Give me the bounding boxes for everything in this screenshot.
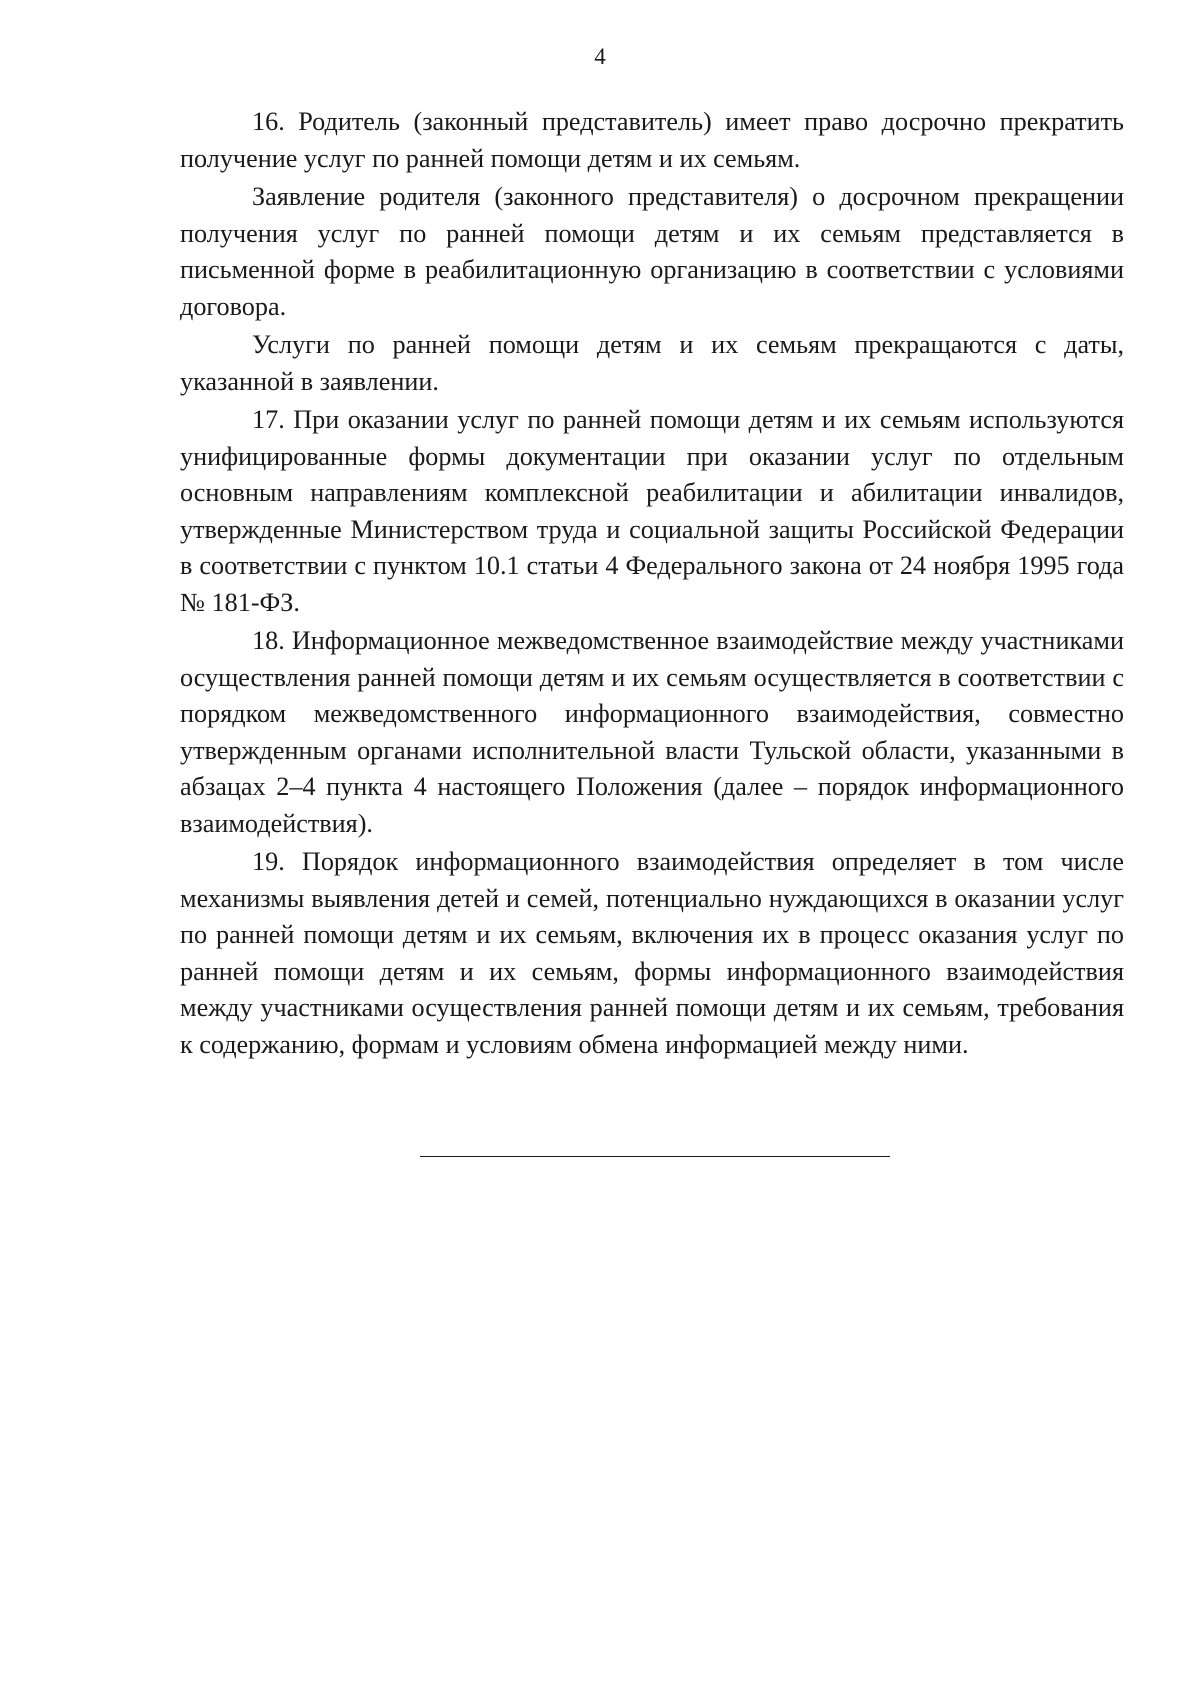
closing-rule [420,1156,890,1157]
paragraph-16: 16. Родитель (законный представитель) имеет право досрочно прекратить получение услуг по ранней помощи детям и их семьям. [180,107,1124,173]
paragraph-19: 19. Порядок информационного взаимодействия определяет в том числе механизмы выявления детей и семей, потенциально нуждающихся в оказании услуг по ранней помощи детям и их семьям, включения их в процесс оказания услуг по ранней помощи детям и их семьям, формы информационного взаимодействия между участниками осуществления ранней помощи детям и их семьям, требования к содержанию, формам и условиям обмена информацией между ними. [180,847,1124,1059]
page-number: 4 [594,44,606,69]
paragraph-16-application: Заявление родителя (законного представителя) о досрочном прекращении получения услуг по ранней помощи детям и их семьям представляется в письменной форме в реабилитационную организацию в соответствии с условиями договора. [180,182,1124,321]
paragraph-17: 17. При оказании услуг по ранней помощи детям и их семьям используются унифицированные формы документации при оказании услуг по отдельным основным направлениям комплексной реабилитации и абилитации инвалидов, утвержденные Министерством труда и социальной защиты Российской Федерации в соответствии с пунктом 10.1 статьи 4 Федерального закона от 24 ноября 1995 года № 181-ФЗ. [180,405,1124,617]
paragraph-16-termination: Услуги по ранней помощи детям и их семьям прекращаются с даты, указанной в заявлении. [180,330,1124,396]
paragraph-18: 18. Информационное межведомственное взаимодействие между участниками осуществления ранней помощи детям и их семьям осуществляется в соответствии с порядком межведомственного информационного взаимодействия, совместно утвержденным органами исполнительной власти Тульской области, указанными в абзацах 2–4 пункта 4 настоящего Положения (далее – порядок информационного взаимодействия). [180,626,1124,838]
document-body [180,104,1124,1065]
